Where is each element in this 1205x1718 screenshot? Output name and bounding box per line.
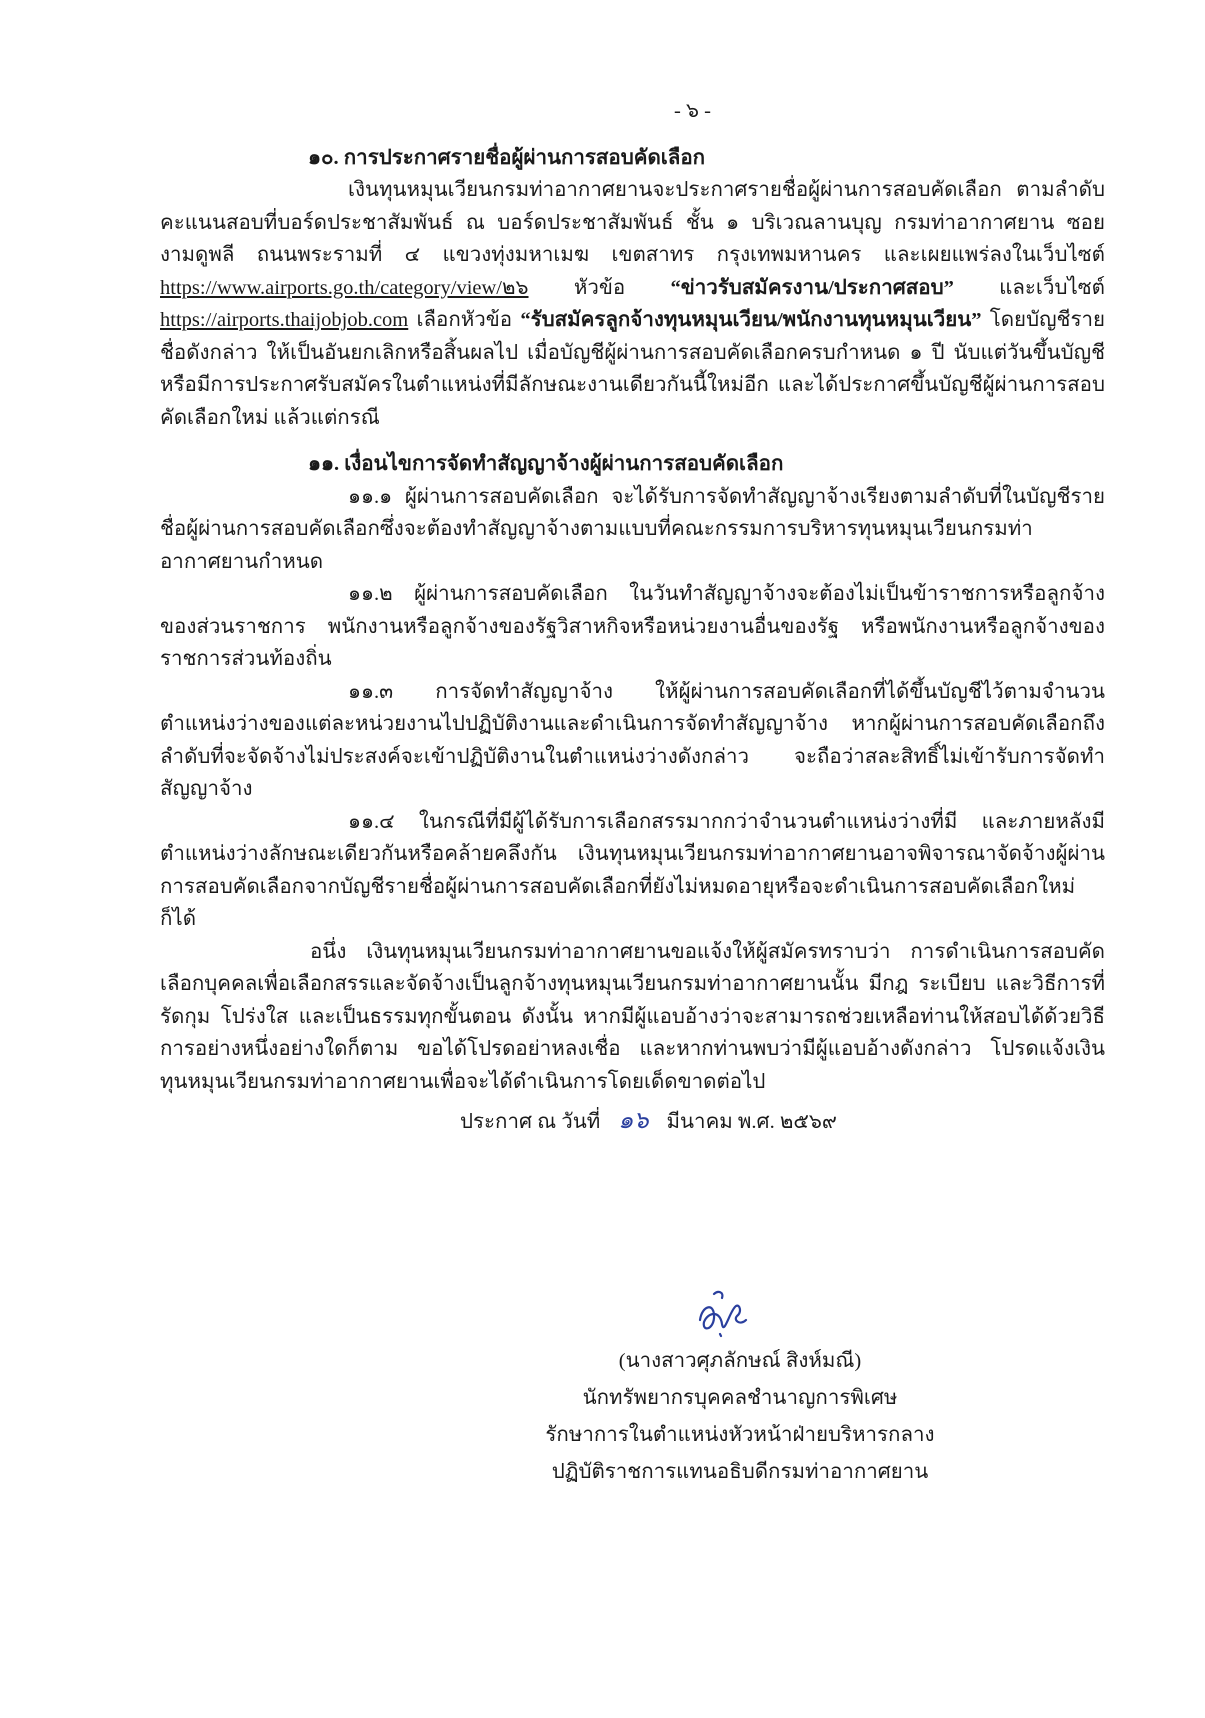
section-10-paragraph: เงินทุนหมุนเวียนกรมท่าอากาศยานจะประกาศรายชื่อผู้ผ่านการสอบคัดเลือก ตามลำดับคะแนนสอบที่บอร์ดประชาสัมพันธ์ ณ บอร์ดประชาสัมพันธ์ ชั้น ๑ บริเวณลานบุญ กรมท่าอากาศยาน ซอยงามดูพลี ถนนพระรามที่ ๔ แขวงทุ่งมหาเมฆ เขตสาทร กรุงเทพมหานคร และเผยแพร่ลงในเว็บไซต์ https://www.airports.go.th/category/view/๒๖ หัวข้อ “ข่าวรับสมัครงาน/ประกาศสอบ” และเว็บไซต์ https://airports.thaijobjob.com เลือกหัวข้อ “รับสมัครลูกจ้างทุนหมุนเวียน/พนักงานทุนหมุนเวียน” โดยบัญชีรายชื่อดังกล่าว ให้เป็นอันยกเลิกหรือสิ้นผลไป เมื่อบัญชีผู้ผ่านการสอบคัดเลือกครบกำหนด ๑ ปี นับแต่วันขึ้นบัญชี หรือมีการประกาศรับสมัครในตำแหน่งที่มีลักษณะงานเดียวกันนี้ใหม่อีก และได้ประกาศขึ้นบัญชีผู้ผ่านการสอบคัดเลือกใหม่ แล้วแต่กรณี <box>160 179 1105 429</box>
topic-revolving-fund-jobs: “รับสมัครลูกจ้างทุนหมุนเวียน/พนักงานทุนหมุนเวียน” <box>520 309 982 331</box>
page-number: - ๖ - <box>674 100 711 122</box>
section-11-heading: ๑๑. เงื่อนไขการจัดทำสัญญาจ้างผู้ผ่านการสอบคัดเลือก <box>308 453 784 475</box>
section-10-heading: ๑๐. การประกาศรายชื่อผู้ผ่านการสอบคัดเลือก <box>308 146 706 169</box>
notice-paragraph: อนึ่ง เงินทุนหมุนเวียนกรมท่าอากาศยานขอแจ้งให้ผู้สมัครทราบว่า การดำเนินการสอบคัดเลือกบุคคลเพื่อเลือกสรรและจัดจ้างเป็นลูกจ้างทุนหมุนเวียนกรมท่าอากาศยานนั้น มีกฎ ระเบียบ และวิธีการที่รัดกุม โปร่งใส และเป็นธรรมทุกขั้นตอน ดังนั้น หากมีผู้แอบอ้างว่าจะสามารถช่วยเหลือท่านให้สอบได้ด้วยวิธีการอย่างหนึ่งอย่างใดก็ตาม ขอได้โปรดอย่าหลงเชื่อ และหากท่านพบว่ามีผู้แอบอ้างดังกล่าว โปรดแจ้งเงินทุนหมุนเวียนกรมท่าอากาศยานเพื่อจะได้ดำเนินการโดยเด็ดขาดต่อไป <box>160 940 1105 1093</box>
signer-title: ปฏิบัติราชการแทนอธิบดีกรมท่าอากาศยาน <box>551 1461 929 1483</box>
airports-website-link[interactable]: https://www.airports.go.th/category/view/๒๖ <box>160 276 529 299</box>
handwritten-day: ๑๖ <box>618 1106 649 1134</box>
section-11-item: ๑๑.๒ ผู้ผ่านการสอบคัดเลือก ในวันทำสัญญาจ้างจะต้องไม่เป็นข้าราชการหรือลูกจ้างของส่วนราชการ พนักงานหรือลูกจ้างของรัฐวิสาหกิจหรือหน่วยงานอื่นของรัฐ หรือพนักงานหรือลูกจ้างของราชการส่วนท้องถิ่น <box>160 583 1105 670</box>
signer-title: นักทรัพยากรบุคคลชำนาญการพิเศษ <box>582 1387 898 1409</box>
thaijobjob-website-link[interactable]: https://airports.thaijobjob.com <box>160 309 409 331</box>
signer-name: (นางสาวศุภลักษณ์ สิงห์มณี) <box>618 1350 862 1372</box>
section-11-item: ๑๑.๔ ในกรณีที่มีผู้ได้รับการเลือกสรรมากกว่าจำนวนตำแหน่งว่างที่มี และภายหลังมีตำแหน่งว่างลักษณะเดียวกันหรือคล้ายคลึงกัน เงินทุนหมุนเวียนกรมท่าอากาศยานอาจพิจารณาจัดจ้างผู้ผ่านการสอบคัดเลือกจากบัญชีรายชื่อผู้ผ่านการสอบคัดเลือกที่ยังไม่หมดอายุหรือจะดำเนินการสอบคัดเลือกใหม่ก็ได้ <box>160 810 1105 930</box>
announcement-date <box>460 1104 1105 1139</box>
signature <box>690 1290 760 1350</box>
date-prefix: ประกาศ ณ วันที่ <box>460 1111 601 1133</box>
section-11-item: ๑๑.๑ ผู้ผ่านการสอบคัดเลือก จะได้รับการจัดทำสัญญาจ้างเรียงตามลำดับที่ในบัญชีรายชื่อผู้ผ่านการสอบคัดเลือกซึ่งจะต้องทำสัญญาจ้างตามแบบที่คณะกรรมการบริหารทุนหมุนเวียนกรมท่าอากาศยานกำหนด <box>160 485 1105 573</box>
signer-title: รักษาการในตำแหน่งหัวหน้าฝ่ายบริหารกลาง <box>545 1424 935 1446</box>
section-11-item: ๑๑.๓ การจัดทำสัญญาจ้าง ให้ผู้ผ่านการสอบคัดเลือกที่ได้ขึ้นบัญชีไว้ตามจำนวนตำแหน่งว่างของแต่ละหน่วยงานไปปฏิบัติงานและดำเนินการจัดทำสัญญาจ้าง หากผู้ผ่านการสอบคัดเลือกถึงลำดับที่จะจัดจ้างไม่ประสงค์จะเข้าปฏิบัติงานในตำแหน่งว่างดังกล่าว จะถือว่าสละสิทธิ์ไม่เข้ารับการจัดทำสัญญาจ้าง <box>160 680 1105 800</box>
date-suffix: มีนาคม พ.ศ. ๒๕๖๙ <box>666 1111 837 1133</box>
signer-block <box>440 1343 1040 1491</box>
topic-job-news: “ข่าวรับสมัครงาน/ประกาศสอบ” <box>670 276 954 299</box>
